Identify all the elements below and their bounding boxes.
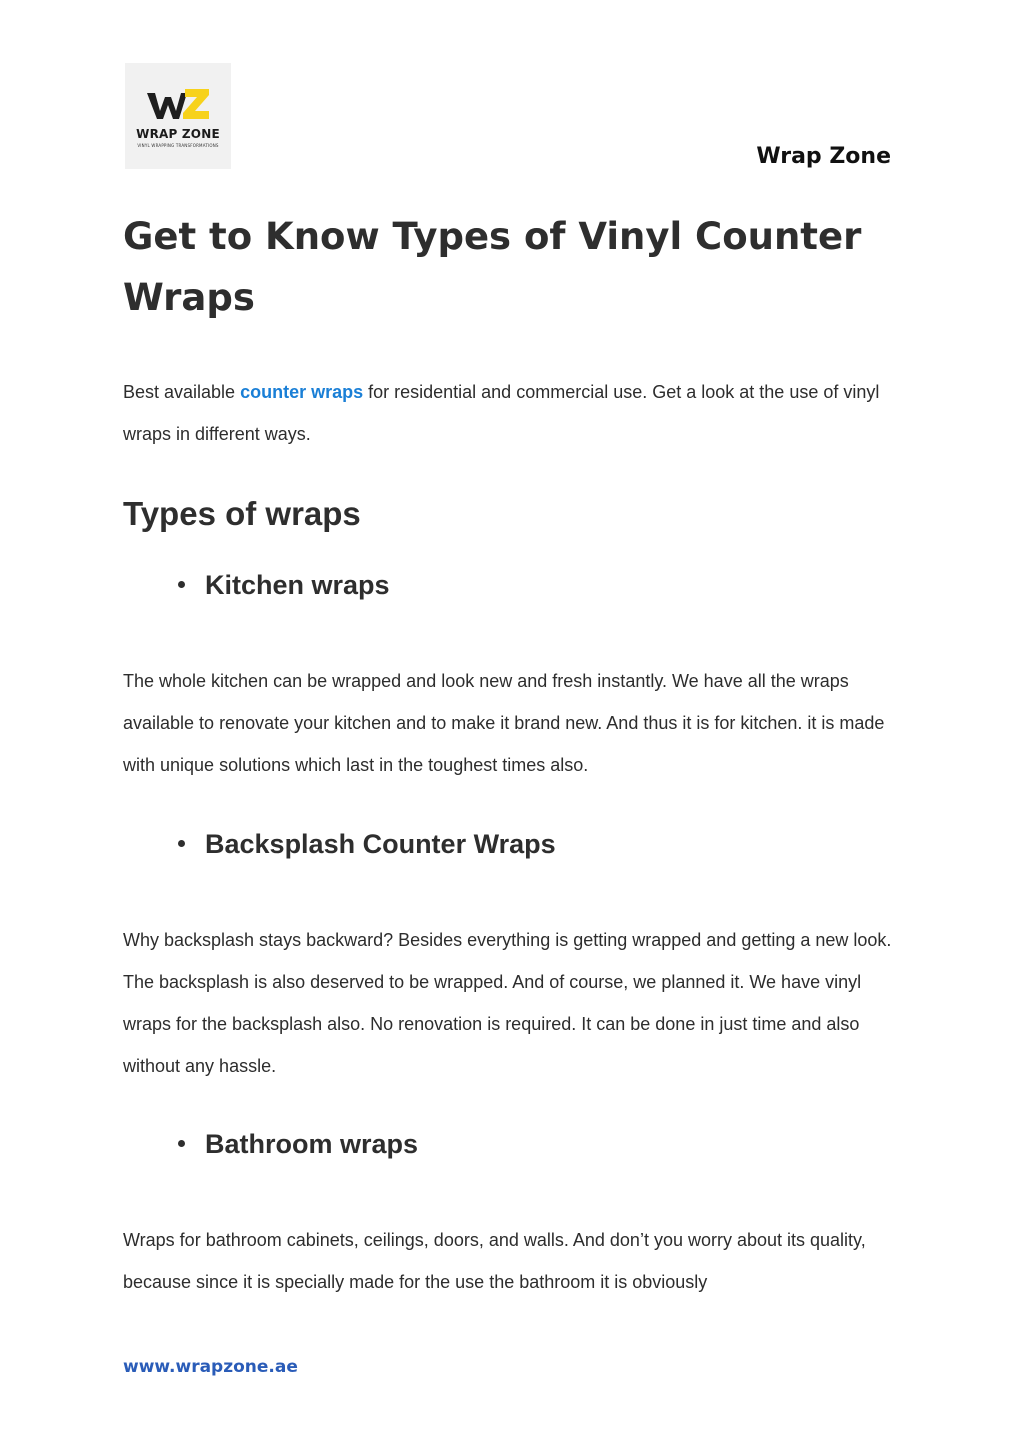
bathroom-wraps-heading <box>178 1129 418 1160</box>
backsplash-wraps-paragraph: Why backsplash stays backward? Besides everything is getting wrapped and getting a new look. The backsplash is also deserved to be wrapped. And of course, we planned it. We have vinyl wraps for the backsplash also. No renovation is required. It can be done in just time and also without any hassle. <box>123 930 892 1076</box>
counter-wraps-link[interactable]: counter wraps <box>240 382 364 402</box>
wrap-zone-logo <box>125 63 231 169</box>
section-heading: Types of wraps <box>123 495 361 532</box>
kitchen-wraps-paragraph: The whole kitchen can be wrapped and look new and fresh instantly. We have all the wraps available to renovate your kitchen and to make it brand new. And thus it is for kitchen. it is made with unique solutions which last in the toughest times also. <box>123 671 885 775</box>
bullet-icon <box>178 581 185 588</box>
footer-website-link[interactable]: www.wrapzone.ae <box>123 1357 298 1377</box>
logo-brand-text: WRAP ZONE <box>136 127 220 141</box>
section-title: Bathroom wraps <box>205 1129 419 1159</box>
section-title: Backsplash Counter Wraps <box>205 829 556 859</box>
bullet-icon <box>178 840 185 847</box>
backsplash-wraps-heading <box>178 829 556 860</box>
bathroom-wraps-paragraph: Wraps for bathroom cabinets, ceilings, doors, and walls. And don’t you worry about its quality, because since it is specially made for the use the bathroom it is obviously <box>123 1230 866 1292</box>
wz-logo-mark-icon <box>145 85 211 125</box>
intro-text-after: for residential and commercial use. Get a look at the use of vinyl wraps in different ways. <box>123 382 880 444</box>
intro-paragraph <box>123 371 913 455</box>
bullet-icon <box>178 1140 185 1147</box>
header-brand: Wrap Zone <box>756 144 891 169</box>
section-title: Kitchen wraps <box>205 570 390 600</box>
kitchen-wraps-heading <box>178 570 390 601</box>
logo-tagline: VINYL WRAPPING TRANSFORMATIONS <box>137 143 219 148</box>
intro-text-before: Best available <box>123 382 241 402</box>
page-title: Get to Know Types of Vinyl Counter Wraps <box>123 215 862 319</box>
